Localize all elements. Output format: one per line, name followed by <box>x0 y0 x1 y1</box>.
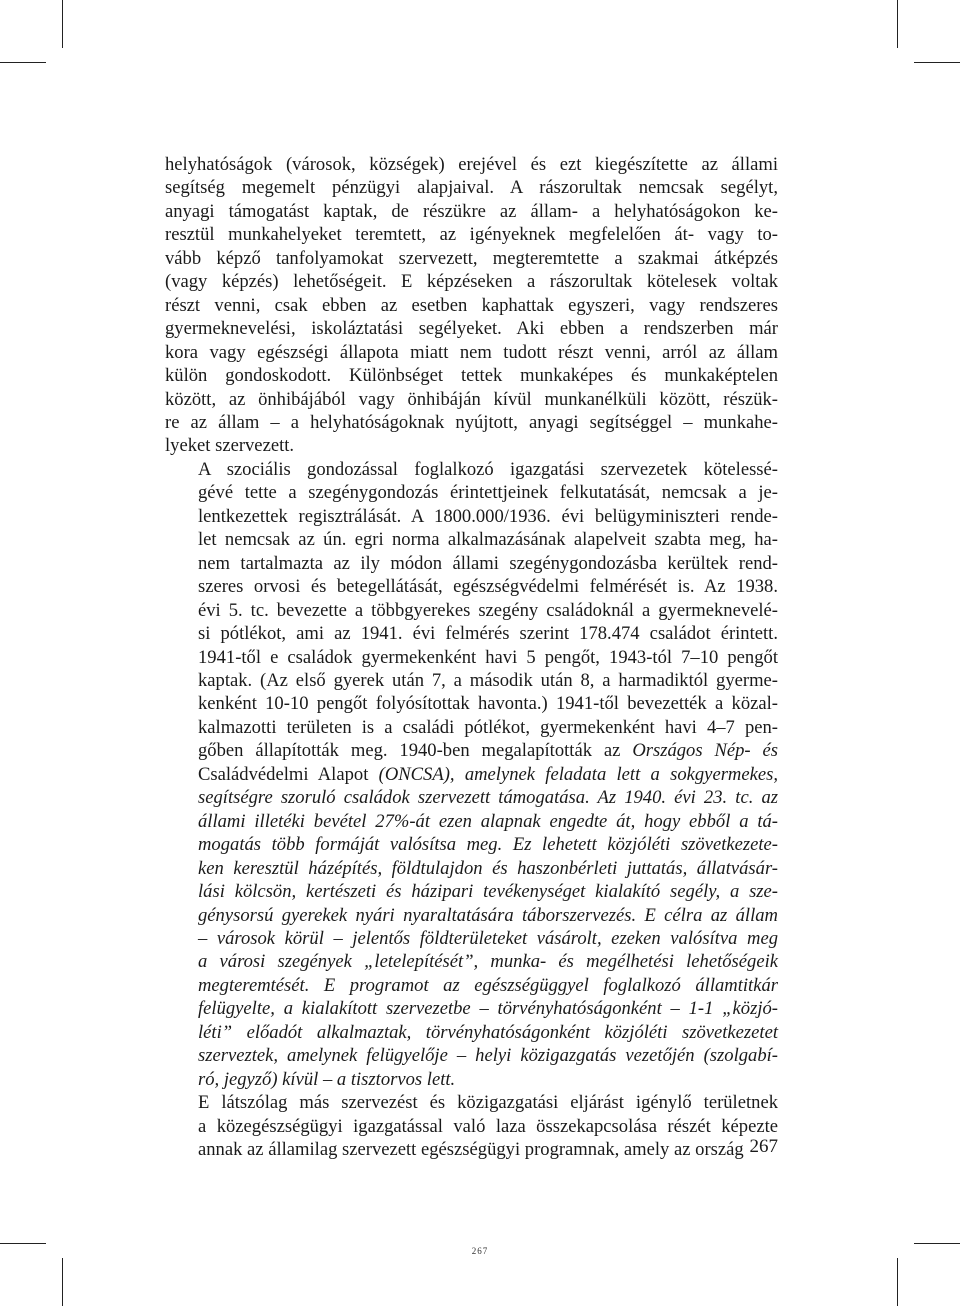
text-line: helyhatóságok (városok, községek) erejével és ezt kiegészítette az állami <box>165 154 778 175</box>
footer-page-number: 267 <box>471 1246 489 1256</box>
text-line: lyeket szervezett. <box>165 435 295 457</box>
text-line: állami illetéki bevétel 27%-át ezen alapnak engedte át, hogy ebből a tá- <box>198 810 778 832</box>
crop-mark-bottom-left-horizontal <box>0 1243 46 1244</box>
crop-mark-bottom-left-vertical <box>62 1258 63 1306</box>
text-line: gőben állapították meg. 1940-ben megalapították az Országos Nép- és <box>198 740 778 762</box>
text-line: ró, jegyző) kívül – a tisztorvos lett. <box>198 1068 456 1090</box>
text-line: segítség megemelt pénzügyi alapjaival. A rászorultak nemcsak segélyt, <box>165 177 778 199</box>
crop-mark-top-left-horizontal <box>0 62 46 63</box>
crop-mark-bottom-right-vertical <box>897 1258 898 1306</box>
text-line: anyagi támogatást kaptak, de részükre az állam- a helyhatóságokon ke- <box>165 200 778 222</box>
text-line: génysorsú gyerekek nyári nyaraltatására táborszervezés. E célra az állam <box>198 904 778 926</box>
paragraph <box>165 1091 778 1161</box>
text-line: let nemcsak az ún. egri norma alkalmazásának alapelveit szabta meg, ha- <box>198 529 778 551</box>
page-number: 267 <box>749 1136 778 1157</box>
text-line: resztül munkahelyeket teremtett, az igényeknek megfelelően át- vagy to- <box>165 224 778 246</box>
text-line: nem tartalmazta az ily módon állami szegénygondozásba kerültek rend- <box>198 552 778 574</box>
body-text <box>165 153 778 1161</box>
text-line: kaptak. (Az első gyerek után 7, a második után 8, a harmadiktól gyerme- <box>198 669 778 691</box>
text-line: részt venni, csak ebben az esetben kaphattak egyszeri, vagy rendszeres <box>165 294 778 316</box>
text-line: Családvédelmi Alapot (ONCSA), amelynek feladata lett a sokgyermekes, <box>198 763 778 785</box>
text-line: annak az államilag szervezett egészségügyi programnak, amely az ország <box>198 1139 744 1161</box>
text-line: lási kölcsön, kertészeti és házipari tevékenységet kialakító segély, a sze- <box>198 881 778 903</box>
text-line: E látszólag más szervezést és közigazgatási eljárást igénylő területnek <box>198 1092 778 1114</box>
text-line: re az állam – a helyhatóságoknak nyújtott, anyagi segítséggel – munkahe- <box>165 411 778 433</box>
text-line: gévé tette a szegénygondozás érintettjeinek felkutatását, nemcsak a je- <box>198 482 778 504</box>
text-line: 1941-től e családok gyermekenként havi 5 pengőt, 1943-tól 7–10 pengőt <box>198 646 778 668</box>
paragraph <box>165 458 778 1091</box>
text-line: kora vagy egészségi állapota miatt nem tudott részt venni, arról az állam <box>165 341 778 363</box>
text-line: évi 5. tc. bevezette a többgyerekes szegény családoknál a gyermeknevelé- <box>198 599 778 621</box>
text-line: között, az önhibájából vagy önhibáján kívül munkanélküli között, részük- <box>165 388 778 410</box>
text-line: szerveztek, amelynek felügyelője – helyi közigazgatás vezetőjén (szolgabí- <box>198 1045 778 1067</box>
text-line: si pótlékot, ami az 1941. évi felmérés szerint 178.474 családot érintett. <box>198 623 778 645</box>
crop-mark-bottom-right-horizontal <box>914 1243 960 1244</box>
text-line: a városi szegények „letelepítését”, munka- és megélhetési lehetőségeik <box>198 951 778 973</box>
text-line: ken keresztül házépítés, földtulajdon és haszonbérleti juttatás, állatvásár- <box>198 857 778 879</box>
text-line: lentkezettek regisztrálását. A 1800.000/1936. évi belügyminiszteri rende- <box>198 505 778 527</box>
text-line: vább képző tanfolyamokat szervezett, megteremtette a szakmai átképzés <box>165 247 778 269</box>
text-line: kalmazotti területen is a családi pótlékot, gyermekenként havi 4–7 pen- <box>198 716 778 738</box>
text-line: külön gondoskodott. Különbséget tettek munkaképes és munkaképtelen <box>165 365 778 387</box>
text-line: – városok körül – jelentős földterületeket vásárolt, ezeken valósítva meg <box>198 927 778 949</box>
text-line: a közegészségügyi igazgatással való laza összekapcsolása részét képezte <box>198 1115 778 1137</box>
text-line: gyermeknevelési, iskoláztatási segélyeket. Aki ebben a rendszerben már <box>165 318 778 340</box>
paragraph <box>165 153 778 458</box>
text-line: léti” előadót alkalmaztak, törvényhatóságonként közjóléti szövetkezetet <box>198 1021 778 1043</box>
text-line: felügyelte, a kialakított szervezetbe – törvényhatóságonként – 1-1 „közjó- <box>198 998 778 1020</box>
crop-mark-top-left-vertical <box>62 0 63 48</box>
crop-mark-top-right-vertical <box>897 0 898 48</box>
text-line: mogatás több formáját valósítsa meg. Ez lehetett közjóléti szövetkezete- <box>198 834 778 856</box>
text-line: kenként 10-10 pengőt folyósítottak havonta.) 1941-től bevezették a közal- <box>198 693 778 715</box>
text-line: szeres orvosi és betegellátását, egészségvédelmi felmérését is. Az 1938. <box>198 576 778 598</box>
text-line: A szociális gondozással foglalkozó igazgatási szervezetek kötelessé- <box>198 458 778 480</box>
text-line: (vagy képzés) lehetőségeit. E képzéseken a rászorultak kötelesek voltak <box>165 271 778 293</box>
crop-mark-top-right-horizontal <box>914 62 960 63</box>
text-line: megteremtését. E programot az egészségüggyel foglalkozó államtitkár <box>198 974 778 996</box>
text-line: segítségre szoruló családok szervezett támogatása. Az 1940. évi 23. tc. az <box>198 787 778 809</box>
